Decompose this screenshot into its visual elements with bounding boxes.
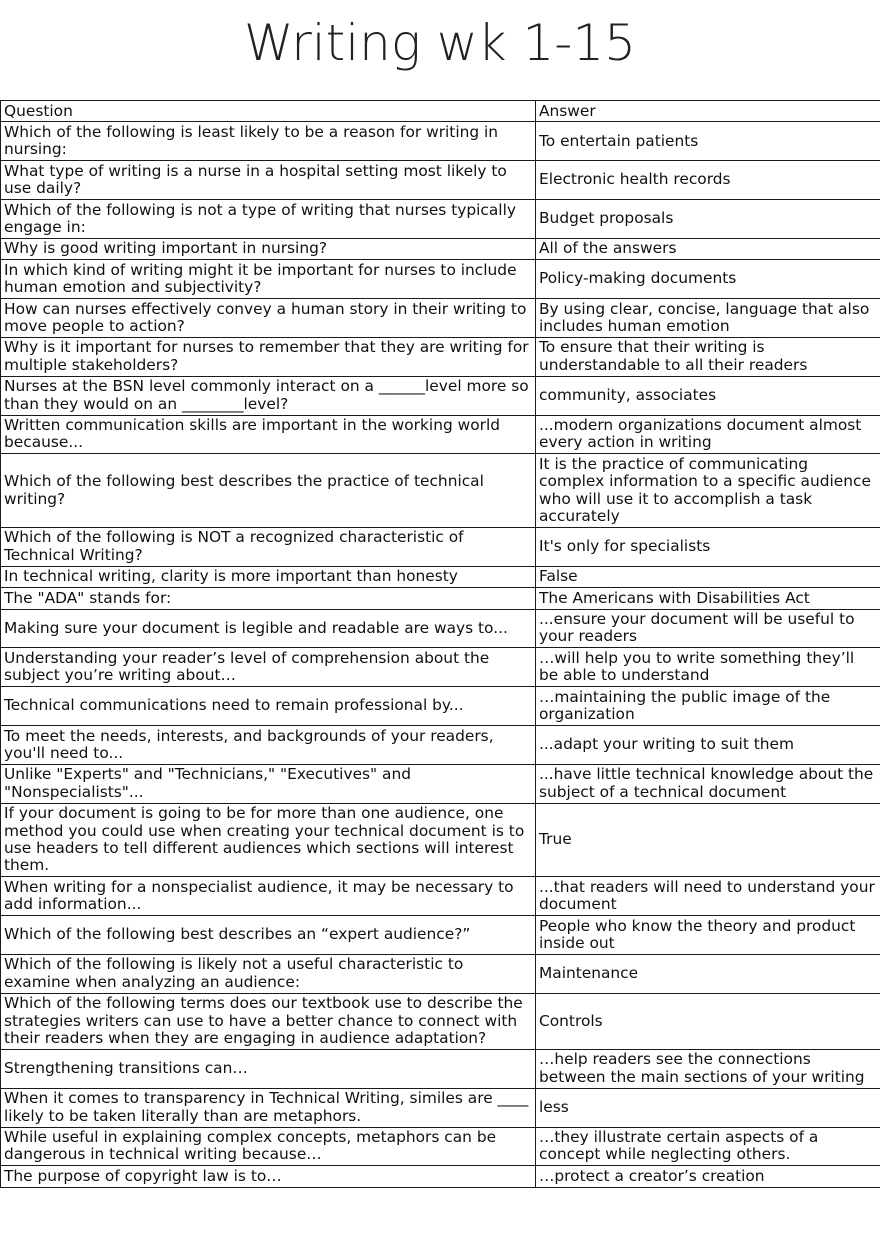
table-row [1,299,880,338]
question-cell: Which of the following is NOT a recognized characteristic of Technical Writing? [1,527,536,566]
answer-cell: ...that readers will need to understand your document [536,877,880,916]
page-title: Writing wk 1-15 [244,14,636,72]
table-row [1,260,880,299]
answer-cell: community, associates [536,376,880,415]
question-cell: Why is good writing important in nursing? [1,238,536,259]
answer-cell: Controls [536,993,880,1049]
question-cell: When it comes to transparency in Technical Writing, similes are ____ likely to be taken literally than are metaphors. [1,1088,536,1127]
table-body [1,122,880,1187]
question-cell: Why is it important for nurses to remember that they are writing for multiple stakeholders? [1,337,536,376]
answer-cell: To entertain patients [536,122,880,161]
answer-cell: The Americans with Disabilities Act [536,588,880,609]
question-cell: Which of the following terms does our textbook use to describe the strategies writers can use to have a better chance to connect with their readers when they are engaging in audience adaptation? [1,993,536,1049]
table-row [1,376,880,415]
answer-cell: Maintenance [536,954,880,993]
question-column-header: Question [1,101,536,122]
table-row [1,1166,880,1187]
table-header-row [1,101,880,122]
table-row [1,588,880,609]
table-row [1,1088,880,1127]
answer-cell: True [536,803,880,877]
question-cell: Which of the following is least likely to be a reason for writing in nursing: [1,122,536,161]
answer-cell: By using clear, concise, language that also includes human emotion [536,299,880,338]
question-cell: What type of writing is a nurse in a hospital setting most likely to use daily? [1,161,536,200]
answer-cell: …they illustrate certain aspects of a concept while neglecting others. [536,1127,880,1166]
answer-cell: ...adapt your writing to suit them [536,726,880,765]
question-cell: The "ADA" stands for: [1,588,536,609]
table-row [1,161,880,200]
answer-cell: …help readers see the connections between the main sections of your writing [536,1049,880,1088]
table-row [1,726,880,765]
table-row [1,648,880,687]
question-cell: While useful in explaining complex concepts, metaphors can be dangerous in technical writing because… [1,1127,536,1166]
question-cell: To meet the needs, interests, and backgrounds of your readers, you'll need to... [1,726,536,765]
question-cell: Understanding your reader’s level of comprehension about the subject you’re writing about… [1,648,536,687]
answer-cell: Electronic health records [536,161,880,200]
question-cell: The purpose of copyright law is to… [1,1166,536,1187]
table-row [1,877,880,916]
question-cell: Technical communications need to remain professional by... [1,687,536,726]
question-cell: Nurses at the BSN level commonly interact on a ______level more so than they would on an ________level? [1,376,536,415]
table-row [1,122,880,161]
answer-cell: Budget proposals [536,200,880,239]
answer-cell: ...modern organizations document almost every action in writing [536,415,880,454]
qa-table [0,100,880,1188]
table-row [1,200,880,239]
question-cell: In which kind of writing might it be important for nurses to include human emotion and subjectivity? [1,260,536,299]
question-cell: Unlike "Experts" and "Technicians," "Executives" and "Nonspecialists"... [1,764,536,803]
answer-cell: People who know the theory and product inside out [536,916,880,955]
question-cell: When writing for a nonspecialist audience, it may be necessary to add information... [1,877,536,916]
table-row [1,415,880,454]
table-row [1,527,880,566]
answer-cell: Policy-making documents [536,260,880,299]
answer-cell: …protect a creator’s creation [536,1166,880,1187]
table-row [1,803,880,877]
answer-cell: ...have little technical knowledge about the subject of a technical document [536,764,880,803]
question-cell: Strengthening transitions can… [1,1049,536,1088]
title-spacer [0,86,880,100]
question-cell: How can nurses effectively convey a human story in their writing to move people to action? [1,299,536,338]
question-cell: If your document is going to be for more than one audience, one method you could use when creating your technical document is to use headers to tell different audiences which sections will interest them. [1,803,536,877]
question-cell: Written communication skills are important in the working world because... [1,415,536,454]
question-cell: Which of the following best describes the practice of technical writing? [1,454,536,528]
table-row [1,337,880,376]
answer-cell: False [536,566,880,587]
answer-cell: All of the answers [536,238,880,259]
table-row [1,454,880,528]
question-cell: Which of the following is not a type of writing that nurses typically engage in: [1,200,536,239]
table-row [1,1127,880,1166]
table-row [1,764,880,803]
table-row [1,916,880,955]
table-row [1,609,880,648]
table-row [1,1049,880,1088]
answer-cell: …maintaining the public image of the organization [536,687,880,726]
answer-column-header: Answer [536,101,880,122]
table-row [1,566,880,587]
table-row [1,238,880,259]
question-cell: Making sure your document is legible and readable are ways to... [1,609,536,648]
question-cell: In technical writing, clarity is more important than honesty [1,566,536,587]
answer-cell: It's only for specialists [536,527,880,566]
table-row [1,954,880,993]
answer-cell: …will help you to write something they’ll be able to understand [536,648,880,687]
answer-cell: It is the practice of communicating complex information to a specific audience who will use it to accomplish a task accurately [536,454,880,528]
question-cell: Which of the following is likely not a useful characteristic to examine when analyzing an audience: [1,954,536,993]
answer-cell: less [536,1088,880,1127]
answer-cell: To ensure that their writing is understandable to all their readers [536,337,880,376]
table-row [1,993,880,1049]
question-cell: Which of the following best describes an “expert audience?” [1,916,536,955]
answer-cell: ...ensure your document will be useful to your readers [536,609,880,648]
table-row [1,687,880,726]
